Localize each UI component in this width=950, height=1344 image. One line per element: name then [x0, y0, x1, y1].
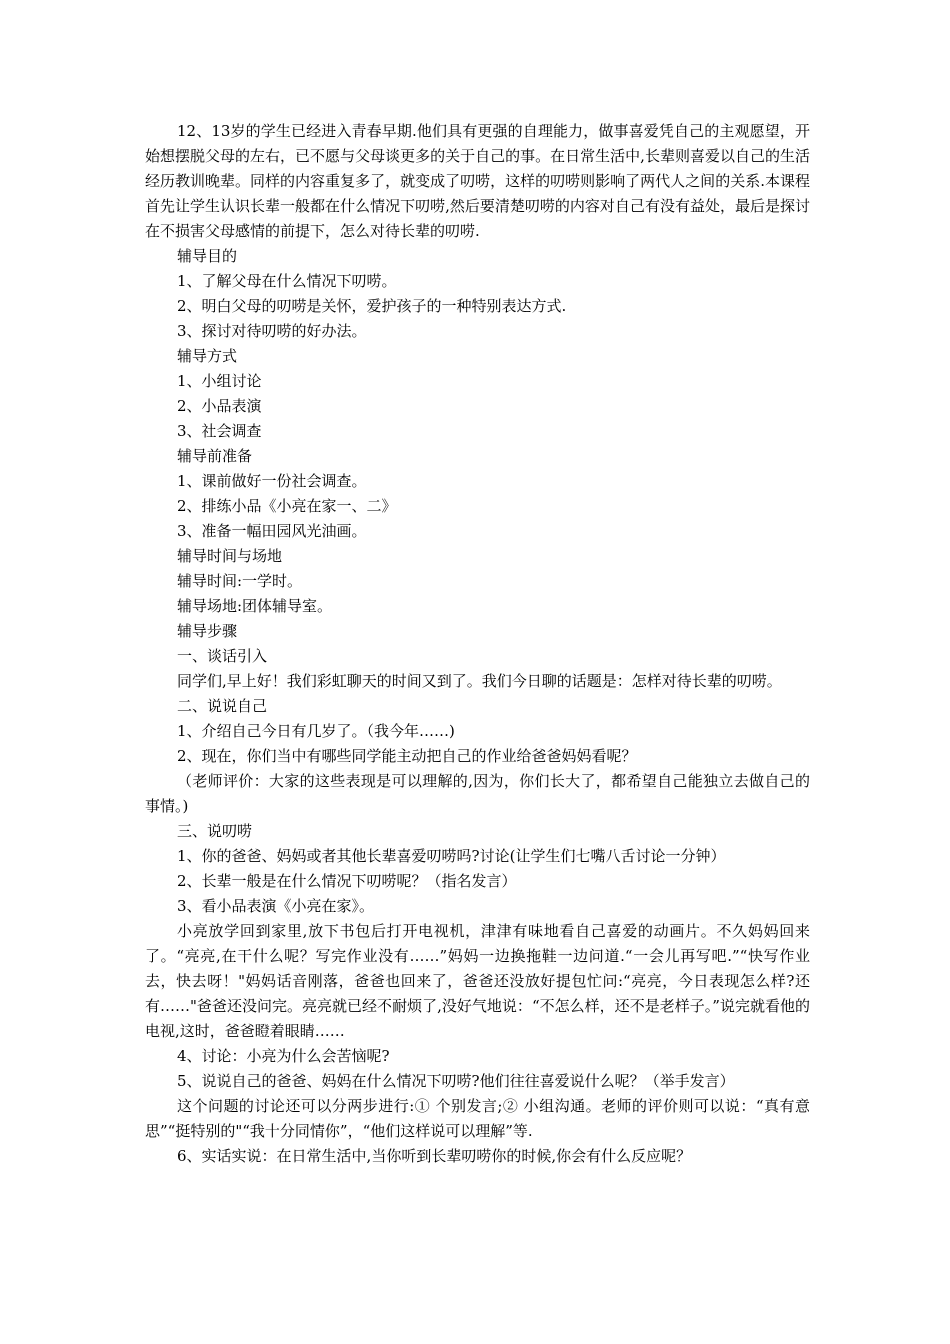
objective-item: 3、探讨对待叨唠的好办法。: [177, 322, 367, 340]
heading-objectives: 辅导目的: [177, 247, 238, 265]
intro-paragraph: 12、13岁的学生已经进入青春早期.他们具有更强的自理能力，做事喜爱凭自己的主观愿望，开始想摆脱父母的左右，已不愿与父母谈更多的关于自己的事。在日常生活中,长辈则喜爱以自己的生活经历教训晚辈。同样的内容重复多了，就变成了叨唠，这样的叨唠则影响了两代人之间的关系.本课程首先让学生认识长辈一般都在什么情况下叨唠,然后要清楚叨唠的内容对自己有没有益处，最后是探讨在不损害父母感情的前提下，怎么对待长辈的叨唠.: [145, 122, 810, 240]
method-item: 3、社会调查: [177, 422, 262, 440]
step-item: 6、实话实说：在日常生活中,当你听到长辈叨唠你的时候,你会有什么反应呢？: [177, 1147, 692, 1165]
teacher-comment: （老师评价：大家的这些表现是可以理解的,因为，你们长大了，都希望自己能独立去做自己的事情。): [145, 772, 810, 815]
step-item: 1、你的爸爸、妈妈或者其他长辈喜爱叨唠吗?讨论(让学生们七嘴八舌讨论一分钟）: [177, 847, 726, 865]
place-item: 辅导场地:团体辅导室。: [177, 597, 333, 615]
step-paragraph: 同学们,早上好！我们彩虹聊天的时间又到了。我们今日聊的话题是：怎样对待长辈的叨唠。: [177, 672, 782, 690]
step-item: 2、长辈一般是在什么情况下叨唠呢？（指名发言）: [177, 872, 517, 890]
discussion-paragraph: 这个问题的讨论还可以分两步进行:① 个别发言;② 小组沟通。老师的评价则可以说：“真有意思”“挺特别的"“我十分同情你”，“他们这样说可以理解”等.: [145, 1097, 810, 1140]
preparation-item: 1、课前做好一份社会调查。: [177, 472, 367, 490]
step-item: 3、看小品表演《小亮在家》。: [177, 897, 375, 915]
method-item: 2、小品表演: [177, 397, 262, 415]
document-body: [145, 119, 810, 1169]
preparation-item: 3、准备一幅田园风光油画。: [177, 522, 367, 540]
skit-paragraph: 小亮放学回到家里,放下书包后打开电视机，津津有味地看自己喜爱的动画片。不久妈妈回来了。“亮亮,在干什么呢？写完作业没有……”妈妈一边换拖鞋一边问道.“一会儿再写吧.”“快写作业去，快去呀！"妈妈话音刚落，爸爸也回来了，爸爸还没放好提包忙问:“亮亮，今日表现怎么样?还有……"爸爸还没问完。亮亮就已经不耐烦了,没好气地说：“不怎么样，还不是老样子。”说完就看他的电视,这时，爸爸瞪着眼睛……: [145, 922, 810, 1040]
step-item: 5、说说自己的爸爸、妈妈在什么情况下叨唠?他们往往喜爱说什么呢？（举手发言）: [177, 1072, 735, 1090]
preparation-item: 2、排练小品《小亮在家一、二》: [177, 497, 397, 515]
step-item: 1、介绍自己今日有几岁了。（我今年……): [177, 722, 455, 740]
step-heading: 二、说说自己: [177, 697, 268, 715]
step-heading: 一、谈话引入: [177, 647, 268, 665]
heading-time-place: 辅导时间与场地: [177, 547, 283, 565]
heading-methods: 辅导方式: [177, 347, 238, 365]
step-item: 2、现在，你们当中有哪些同学能主动把自己的作业给爸爸妈妈看呢？: [177, 747, 637, 765]
step-item: 4、讨论：小亮为什么会苦恼呢?: [177, 1047, 390, 1065]
time-item: 辅导时间:一学时。: [177, 572, 303, 590]
objective-item: 2、明白父母的叨唠是关怀，爱护孩子的一种特别表达方式.: [177, 297, 567, 315]
method-item: 1、小组讨论: [177, 372, 262, 390]
step-heading: 三、说叨唠: [177, 822, 253, 840]
objective-item: 1、了解父母在什么情况下叨唠。: [177, 272, 397, 290]
heading-preparation: 辅导前准备: [177, 447, 253, 465]
heading-steps: 辅导步骤: [177, 622, 238, 640]
